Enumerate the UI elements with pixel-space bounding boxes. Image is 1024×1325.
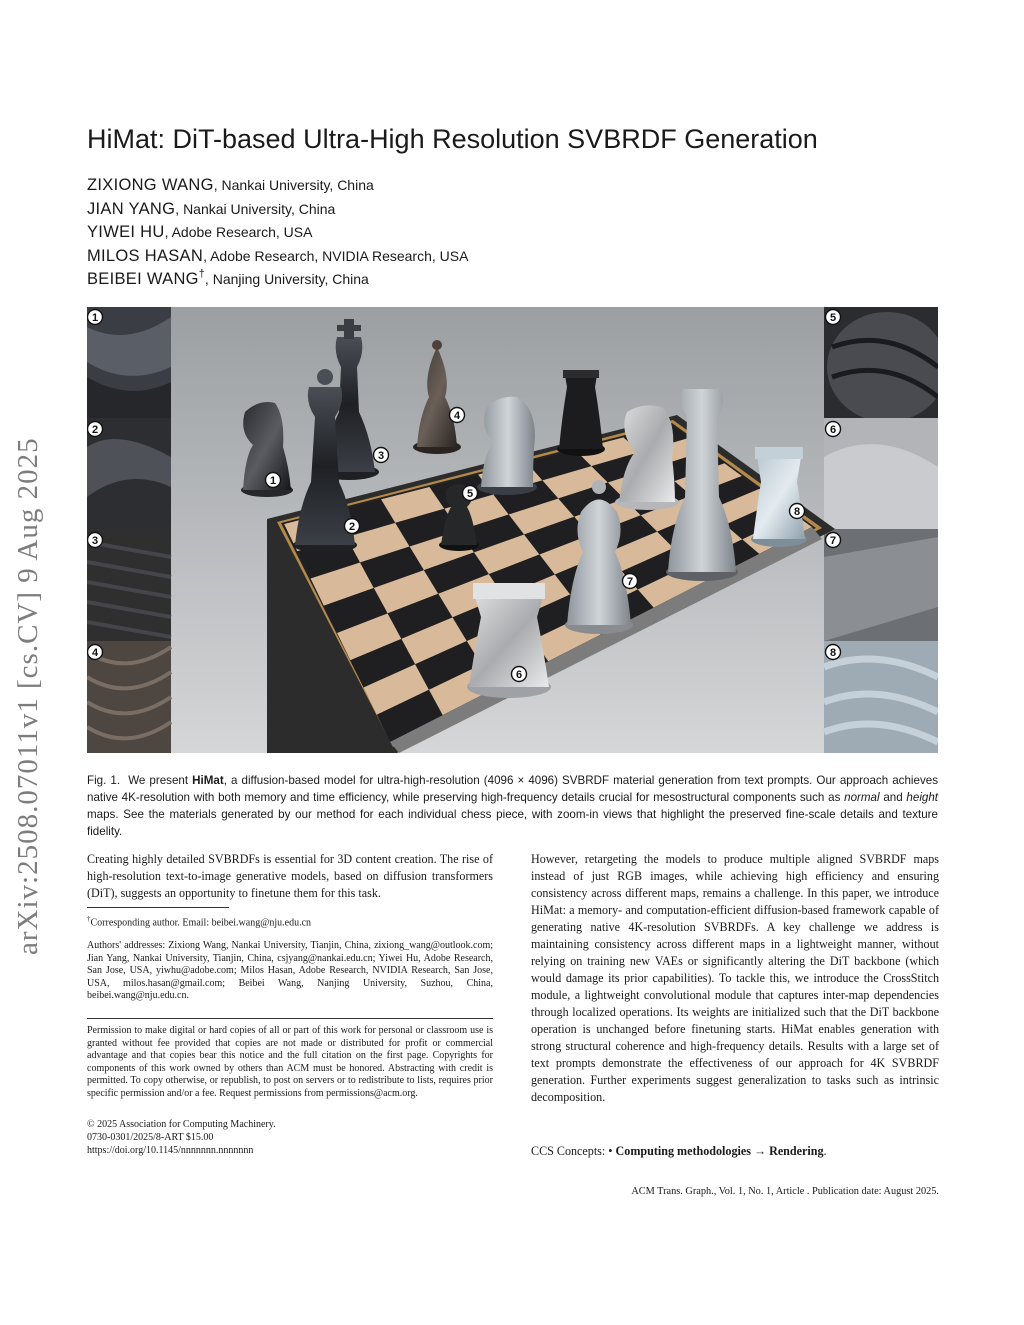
marker-label: 5 [829, 312, 837, 324]
chess-render-image [87, 307, 938, 753]
caption-text: and [879, 791, 907, 804]
intro-paragraph-right: However, retargeting the models to produce multiple aligned SVBRDF maps instead of just RGB images, while achieving high efficiency and ensuring consistency across different maps, remains a challenge. In this paper, we introduce HiMat: a memory- and computation-efficient diffusion-based framework capable of generating native 4K-resolution SVBRDFs. A key challenge we address is maintaining consistency across different maps in a lightweight manner, without relying on training new VAEs or significantly altering the DiT backbone (which would damage its prior capabilities). To tackle this, we introduce the CrossStitch module, a lightweight convolutional module that captures inter-map dependencies through localized operations. Its weights are initialized such that the DiT backbone operation is unchanged before finetuning starts. HiMat enables generation with strong structural coherence and high-frequency details. Results with a large set of text prompts demonstrate the effectiveness of our approach for 4K SVBRDF generation. Further experiments suggest generalization to tasks such as intrinsic decomposition. [531, 852, 939, 1104]
marker-label: 7 [626, 576, 634, 588]
author-name: MILOS HASAN [87, 246, 204, 265]
caption-emphasis: normal [844, 791, 880, 804]
number-marker [450, 408, 465, 423]
permission-notice: Permission to make digital or hard copies of all or part of this work for personal or classroom use is granted without fee provided that copies are not made or distributed for profit or commercial advantage and that copies bear this notice and the full citation on the first page. Copyrights for components of this work owned by others than ACM must be honored. Abstracting with credit is permitted. To copy otherwise, or republish, to post on servers or to redistribute to lists, requires prior specific permission and/or a fee. Request permissions from permissions@acm.org. [87, 1025, 493, 1099]
caption-text: maps. See the materials generated by our method for each individual chess piece, with zoom-in views that highlight the preserved fine-scale details and texture fidelity. [87, 808, 938, 838]
author-affiliation: Adobe Research, USA [171, 224, 313, 240]
number-marker [88, 310, 103, 325]
author-entry: MILOS HASAN, Adobe Research, NVIDIA Research, USA [87, 246, 469, 265]
marker-label: 4 [453, 410, 461, 422]
author-affiliation: Nanjing University, China [212, 271, 369, 287]
marker-label: 3 [377, 450, 385, 462]
caption-emphasis: height [906, 791, 939, 804]
intro-paragraph-left: Creating highly detailed SVBRDFs is essential for 3D content creation. The rise of high-resolution text-to-image generative models, based on diffusion transformers (DiT), suggests an opportunity to finetune them for this task. [87, 852, 493, 900]
caption-text: We present [128, 774, 193, 787]
number-marker [826, 422, 841, 437]
number-marker [826, 310, 841, 325]
marker-label: 4 [91, 647, 99, 659]
author-entry: YIWEI HU, Adobe Research, USA [87, 223, 313, 241]
ccs-concepts [531, 1143, 939, 1160]
number-marker [826, 645, 841, 660]
author-entry: JIAN YANG, Nankai University, China [87, 199, 336, 218]
number-marker [463, 486, 478, 501]
author-entry: ZIXIONG WANG, Nankai University, China [87, 176, 374, 194]
number-marker [790, 504, 805, 519]
marker-label: 3 [91, 535, 99, 547]
corresponding-author-mark: † [198, 268, 205, 280]
author-name: ZIXIONG WANG [87, 176, 214, 194]
corresponding-author-footnote [87, 913, 493, 930]
figure-caption [87, 772, 938, 840]
number-marker [345, 519, 360, 534]
teaser-figure [87, 307, 938, 753]
marker-label: 1 [269, 475, 277, 487]
footnote-text: Corresponding author. Email: beibei.wang@nju.edu.cn [90, 917, 312, 929]
left-zoom-strip [87, 307, 171, 753]
rook-piece [751, 447, 807, 547]
marker-label: 8 [793, 506, 801, 518]
doi-link[interactable]: https://doi.org/10.1145/nnnnnnn.nnnnnnn [87, 1145, 254, 1156]
permission-divider [87, 1018, 493, 1019]
number-marker [88, 422, 103, 437]
author-addresses: Authors' addresses: Zixiong Wang, Nankai University, Tianjin, China, zixiong_wang@outlook.com; Jian Yang, Nankai University, Tianjin, China, csjyang@nankai.edu.cn; Yiwei Hu, Adobe Research, San Jose, USA, yiwhu@adobe.com; Milos Hasan, Adobe Research, NVIDIA Research, San Jose, USA, milos.hasan@gmail.com; Beibei Wang, Nanjing University, Suzhou, China, beibei.wang@nju.edu.cn. [87, 940, 493, 1001]
author-list [87, 174, 787, 292]
ccs-term: Computing methodologies → Rendering [615, 1144, 824, 1158]
footnote-divider [87, 907, 229, 908]
arxiv-identifier: arXiv:2508.07011v1 [cs.CV] 9 Aug 2025 [12, 437, 44, 955]
marker-label: 8 [829, 647, 837, 659]
author-affiliation: Nankai University, China [183, 200, 336, 217]
marker-label: 2 [348, 521, 356, 533]
paper-title: HiMat: DiT-based Ultra-High Resolution SVBRDF Generation [87, 124, 818, 154]
caption-label: Fig. 1. [87, 774, 121, 787]
ccs-label: CCS Concepts: • [531, 1144, 616, 1158]
author-entry: BEIBEI WANG†, Nanjing University, China [87, 268, 369, 288]
author-name: BEIBEI WANG [87, 270, 199, 288]
author-name: JIAN YANG [87, 199, 176, 218]
number-marker [512, 667, 527, 682]
number-marker [623, 574, 638, 589]
right-zoom-strip [824, 307, 938, 753]
marker-label: 1 [91, 312, 99, 324]
number-marker [88, 645, 103, 660]
author-affiliation: Nankai University, China [221, 177, 374, 193]
marker-label: 7 [829, 535, 837, 547]
number-marker [826, 533, 841, 548]
author-affiliation: Adobe Research, NVIDIA Research, USA [210, 247, 469, 264]
method-name: HiMat [192, 774, 224, 787]
copyright-line: © 2025 Association for Computing Machinery. [87, 1119, 276, 1130]
marker-label: 6 [515, 669, 523, 681]
marker-label: 2 [91, 424, 99, 436]
running-footer: ACM Trans. Graph., Vol. 1, No. 1, Article . Publication date: August 2025. [631, 1186, 939, 1197]
marker-label: 6 [829, 424, 837, 436]
marker-label: 5 [466, 488, 474, 500]
caption-text: , a diffusion-based model for ultra-high-resolution (4096 × 4096) SVBRDF material generation from text prompts. Our approach achieves native 4K-resolution with both memory and time efficiency, while preserving high-frequency details crucial for mesostructural components such as [87, 774, 938, 804]
issn-line: 0730-0301/2025/8-ART $15.00 [87, 1132, 214, 1143]
rook-piece [467, 583, 551, 698]
number-marker [374, 448, 389, 463]
number-marker [88, 533, 103, 548]
ccs-end: . [823, 1144, 827, 1158]
number-marker [266, 473, 281, 488]
footnote-mark: † [87, 915, 91, 923]
author-name: YIWEI HU [87, 223, 165, 241]
